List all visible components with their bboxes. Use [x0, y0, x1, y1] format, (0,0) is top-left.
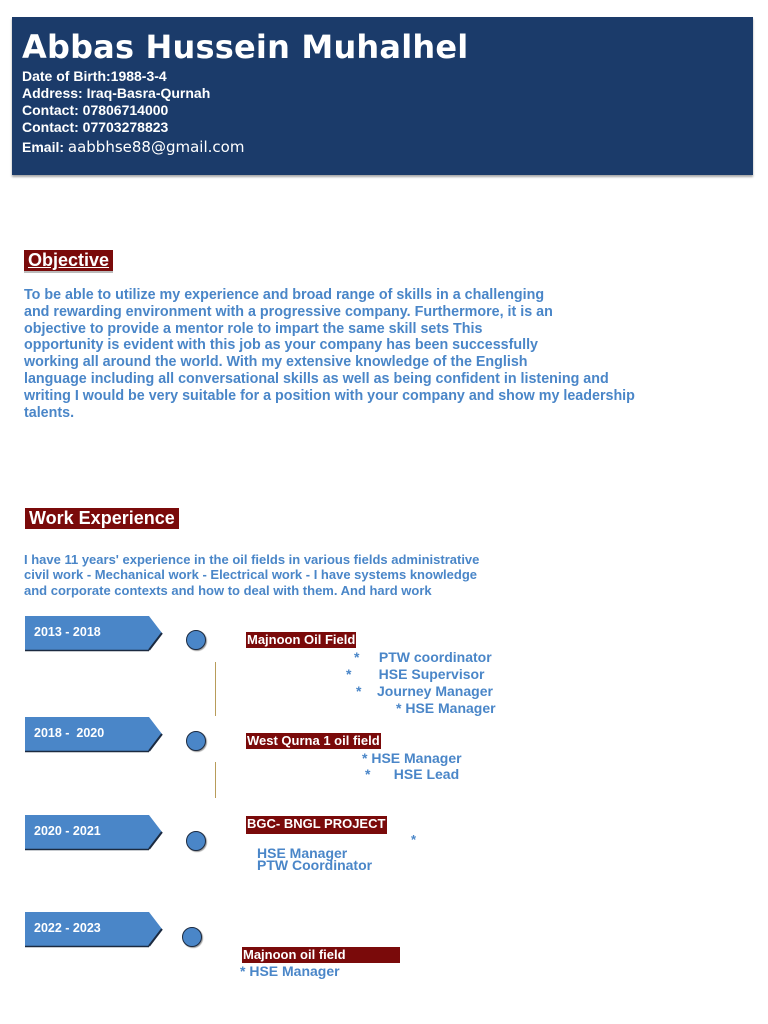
company-name: Majnoon Oil Field: [247, 632, 356, 647]
timeline-dot: [186, 831, 206, 851]
role-item: * HSE Manager: [396, 700, 496, 716]
work-intro-paragraph: [24, 552, 479, 598]
role-item: HSE Manager: [257, 845, 348, 861]
objective-line: language including all conversational skills as well as being confident in listening and: [24, 370, 609, 387]
timeline-dot: [182, 927, 202, 947]
period-arrow-2: [25, 717, 162, 752]
period-label: 2018 - 2020: [34, 726, 105, 740]
work-intro-line: civil work - Mechanical work - Electrical work - I have systems knowledge: [24, 567, 478, 583]
company-name: West Qurna 1 oil field: [247, 733, 380, 748]
timeline-dot: [186, 630, 206, 650]
work-experience-heading: Work Experience: [25, 508, 179, 529]
work-intro-line: and corporate contexts and how to deal with them. And hard work: [24, 582, 432, 598]
objective-line: talents.: [24, 404, 75, 421]
company-name: Majnoon oil field: [242, 947, 400, 963]
period-label: 2013 - 2018: [34, 625, 101, 639]
objective-line: opportunity is evident with this job as your company has been successfully: [24, 337, 539, 354]
period-label: 2022 - 2023: [34, 921, 101, 935]
period-arrow-3: [25, 815, 162, 850]
objective-line: and rewarding environment with a progressive company. Furthermore, it is an: [24, 303, 553, 320]
role-item: * HSE Lead: [365, 766, 460, 782]
role-bullet: *: [411, 832, 417, 847]
role-item: PTW Coordinator: [257, 857, 373, 873]
timeline-dot: [186, 731, 206, 751]
header-banner: [12, 17, 753, 175]
role-item: * HSE Manager: [240, 963, 340, 979]
role-item: * Journey Manager: [356, 683, 493, 699]
company-name: BGC- BNGL PROJECT: [246, 816, 387, 834]
period-label: 2020 - 2021: [34, 824, 101, 838]
role-item: * HSE Manager: [362, 750, 462, 766]
work-intro-line: I have 11 years' experience in the oil fields in various fields administrative: [24, 552, 480, 567]
email-address[interactable]: aabbhse88@gmail.com: [67, 138, 245, 156]
email-line: [22, 138, 244, 156]
objective-paragraph: [24, 287, 635, 421]
objective-heading: Objective: [24, 250, 113, 271]
objective-line: objective to provide a mentor role to impart the same skill sets This: [24, 320, 483, 337]
timeline-connector: [215, 762, 216, 798]
role-item: * PTW coordinator: [354, 649, 492, 665]
objective-line: writing I would be very suitable for a position with your company and show my leadership: [24, 387, 635, 404]
email-label: Email:: [22, 139, 68, 155]
address: Address: Iraq-Basra-Qurnah: [22, 85, 211, 101]
timeline-connector: [215, 662, 216, 716]
period-arrow-4: [25, 912, 162, 947]
objective-line: To be able to utilize my experience and broad range of skills in a challenging: [24, 287, 545, 303]
objective-line: working all around the world. With my extensive knowledge of the English: [24, 354, 528, 371]
contact-1: Contact: 07806714000: [22, 102, 169, 118]
date-of-birth: Date of Birth:1988-3-4: [22, 68, 167, 84]
candidate-name: Abbas Hussein Muhalhel: [22, 28, 469, 66]
contact-2: Contact: 07703278823: [22, 119, 169, 135]
role-item: * HSE Supervisor: [346, 666, 485, 682]
period-arrow-1: [25, 616, 162, 651]
